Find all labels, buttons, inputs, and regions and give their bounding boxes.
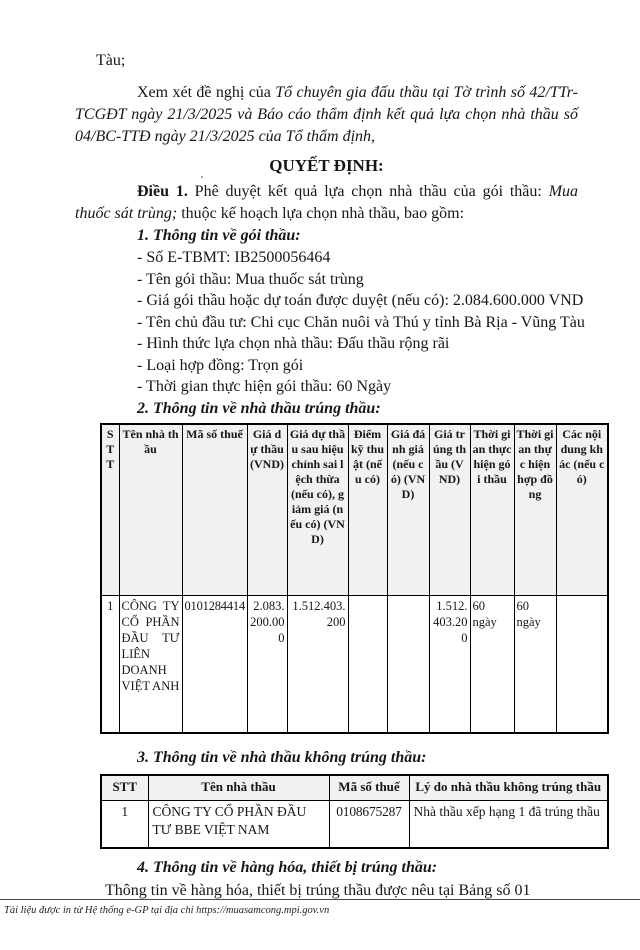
cell-gia-du-thau: 2.083.200.000 bbox=[247, 595, 287, 733]
package-price: - Giá gói thầu hoặc dự toán được duyệt (nếu có): 2.084.600.000 VND bbox=[137, 292, 584, 309]
col-header-gia-danh-gia: Giá đánh giá (nếu có) (VND) bbox=[387, 424, 429, 596]
cell-tg-hop-dong: 60 ngày bbox=[514, 595, 556, 733]
section-2-heading: 2. Thông tin về nhà thầu trúng thầu: bbox=[137, 399, 381, 417]
table-row bbox=[101, 800, 608, 848]
winning-bidder-table bbox=[100, 423, 609, 734]
losing-bidder-table bbox=[100, 774, 609, 849]
cell-gia-sau-hieu-chinh: 1.512.403.200 bbox=[287, 595, 348, 733]
package-name-item: - Tên gói thầu: Mua thuốc sát trùng bbox=[137, 270, 364, 288]
col-header-diem-ky-thuat: Điểm kỹ thuật (nếu có) bbox=[348, 424, 387, 596]
col-header-ma-so-thue: Mã số thuế bbox=[329, 775, 409, 801]
article-1-label: Điều 1. bbox=[137, 183, 188, 200]
cell-gia-trung-thau: 1.512.403.200 bbox=[429, 595, 470, 733]
cell-ly-do: Nhà thầu xếp hạng 1 đã trúng thầu bbox=[409, 800, 608, 848]
investor-name: - Tên chủ đầu tư: Chi cục Chăn nuôi và Thú y tỉnh Bà Rịa - Vũng Tàu bbox=[137, 313, 585, 331]
cell-ten-nha-thau: CÔNG TY CỔ PHẦN ĐẦU TƯ LIÊN DOANH VIỆT ANH bbox=[119, 595, 182, 733]
section-1-heading: 1. Thông tin về gói thầu: bbox=[137, 227, 301, 244]
footer-print-note: Tài liệu được in từ Hệ thống e-GP tại địa chỉ https://muasamcong.mpi.gov.vn bbox=[4, 905, 330, 916]
table-row bbox=[101, 595, 608, 733]
cell-ma-so-thue: 0108675287 bbox=[329, 800, 409, 848]
section-3-heading: 3. Thông tin về nhà thầu không trúng thầu: bbox=[137, 748, 427, 766]
col-header-gia-sau-hieu-chinh: Giá dự thầu sau hiệu chỉnh sai lệch thừa (nếu có), giảm giá (nếu có) (VND) bbox=[287, 424, 348, 596]
contract-type: - Loại hợp đồng: Trọn gói bbox=[137, 356, 304, 374]
col-header-ten-nha-thau: Tên nhà thầu bbox=[148, 775, 329, 801]
decision-heading: QUYẾT ĐỊNH: bbox=[269, 156, 384, 175]
col-header-gia-trung-thau: Giá trúng thầu (VND) bbox=[429, 424, 470, 596]
col-header-tg-goi-thau: Thời gian thực hiện gói thầu bbox=[470, 424, 514, 596]
footer-divider bbox=[0, 899, 640, 900]
col-header-tg-hop-dong: Thời gian thực hiện hợp đồng bbox=[514, 424, 556, 596]
col-header-ma-so-thue: Mã số thuế bbox=[182, 424, 247, 596]
article-1-text-after: thuộc kế hoạch lựa chọn nhà thầu, bao gồm: bbox=[177, 205, 465, 222]
cell-gia-danh-gia bbox=[387, 595, 429, 733]
col-header-ten-nha-thau: Tên nhà thầu bbox=[119, 424, 182, 596]
col-header-noi-dung-khac: Các nội dung khác (nếu có) bbox=[556, 424, 608, 596]
col-header-ly-do: Lý do nhà thầu không trúng thầu bbox=[409, 775, 608, 801]
col-header-gia-du-thau: Giá dự thầu (VND) bbox=[247, 424, 287, 596]
cell-stt: 1 bbox=[101, 595, 119, 733]
cell-stt: 1 bbox=[101, 800, 148, 848]
consider-citation: Tổ chuyên gia đấu thầu tại Tờ trình số 42/TTr-TCGĐT ngày 21/3/2025 và Báo cáo thẩm định kết quả lựa chọn nhà thầu số 04/BC-TTĐ ngày 21/3/2025 của Tổ thẩm định, bbox=[75, 84, 579, 145]
col-header-stt: STT bbox=[101, 424, 119, 596]
package-etbmt: - Số E-TBMT: IB2500056464 bbox=[137, 249, 331, 266]
selection-method: - Hình thức lựa chọn nhà thầu: Đấu thầu rộng rãi bbox=[137, 335, 450, 352]
cell-diem-ky-thuat bbox=[348, 595, 387, 733]
table-header-row bbox=[101, 775, 608, 801]
article-1-text-before: Phê duyệt kết quả lựa chọn nhà thầu của gói thầu: bbox=[187, 183, 549, 200]
table-header-row bbox=[101, 424, 608, 596]
section-4-heading: 4. Thông tin về hàng hóa, thiết bị trúng thầu: bbox=[137, 858, 438, 876]
section-4-body: Thông tin về hàng hóa, thiết bị trúng thầu được nêu tại Bảng số 01 bbox=[105, 881, 531, 899]
continuation-line: Tàu; bbox=[96, 52, 126, 69]
consider-prefix: Xem xét đề nghị của bbox=[137, 84, 276, 101]
cell-ma-so-thue: 0101284414 bbox=[182, 595, 247, 733]
cell-ten-nha-thau: CÔNG TY CỔ PHẦN ĐẦU TƯ BBE VIỆT NAM bbox=[148, 800, 329, 848]
article-1-paragraph bbox=[75, 181, 578, 225]
cell-noi-dung-khac bbox=[556, 595, 608, 733]
consider-paragraph bbox=[75, 82, 578, 148]
col-header-stt: STT bbox=[101, 775, 148, 801]
package-name: Mua thuốc sát trùng; bbox=[75, 183, 579, 222]
scan-artifact-dot bbox=[201, 176, 203, 178]
cell-tg-goi-thau: 60 ngày bbox=[470, 595, 514, 733]
execution-duration: - Thời gian thực hiện gói thầu: 60 Ngày bbox=[137, 378, 392, 395]
